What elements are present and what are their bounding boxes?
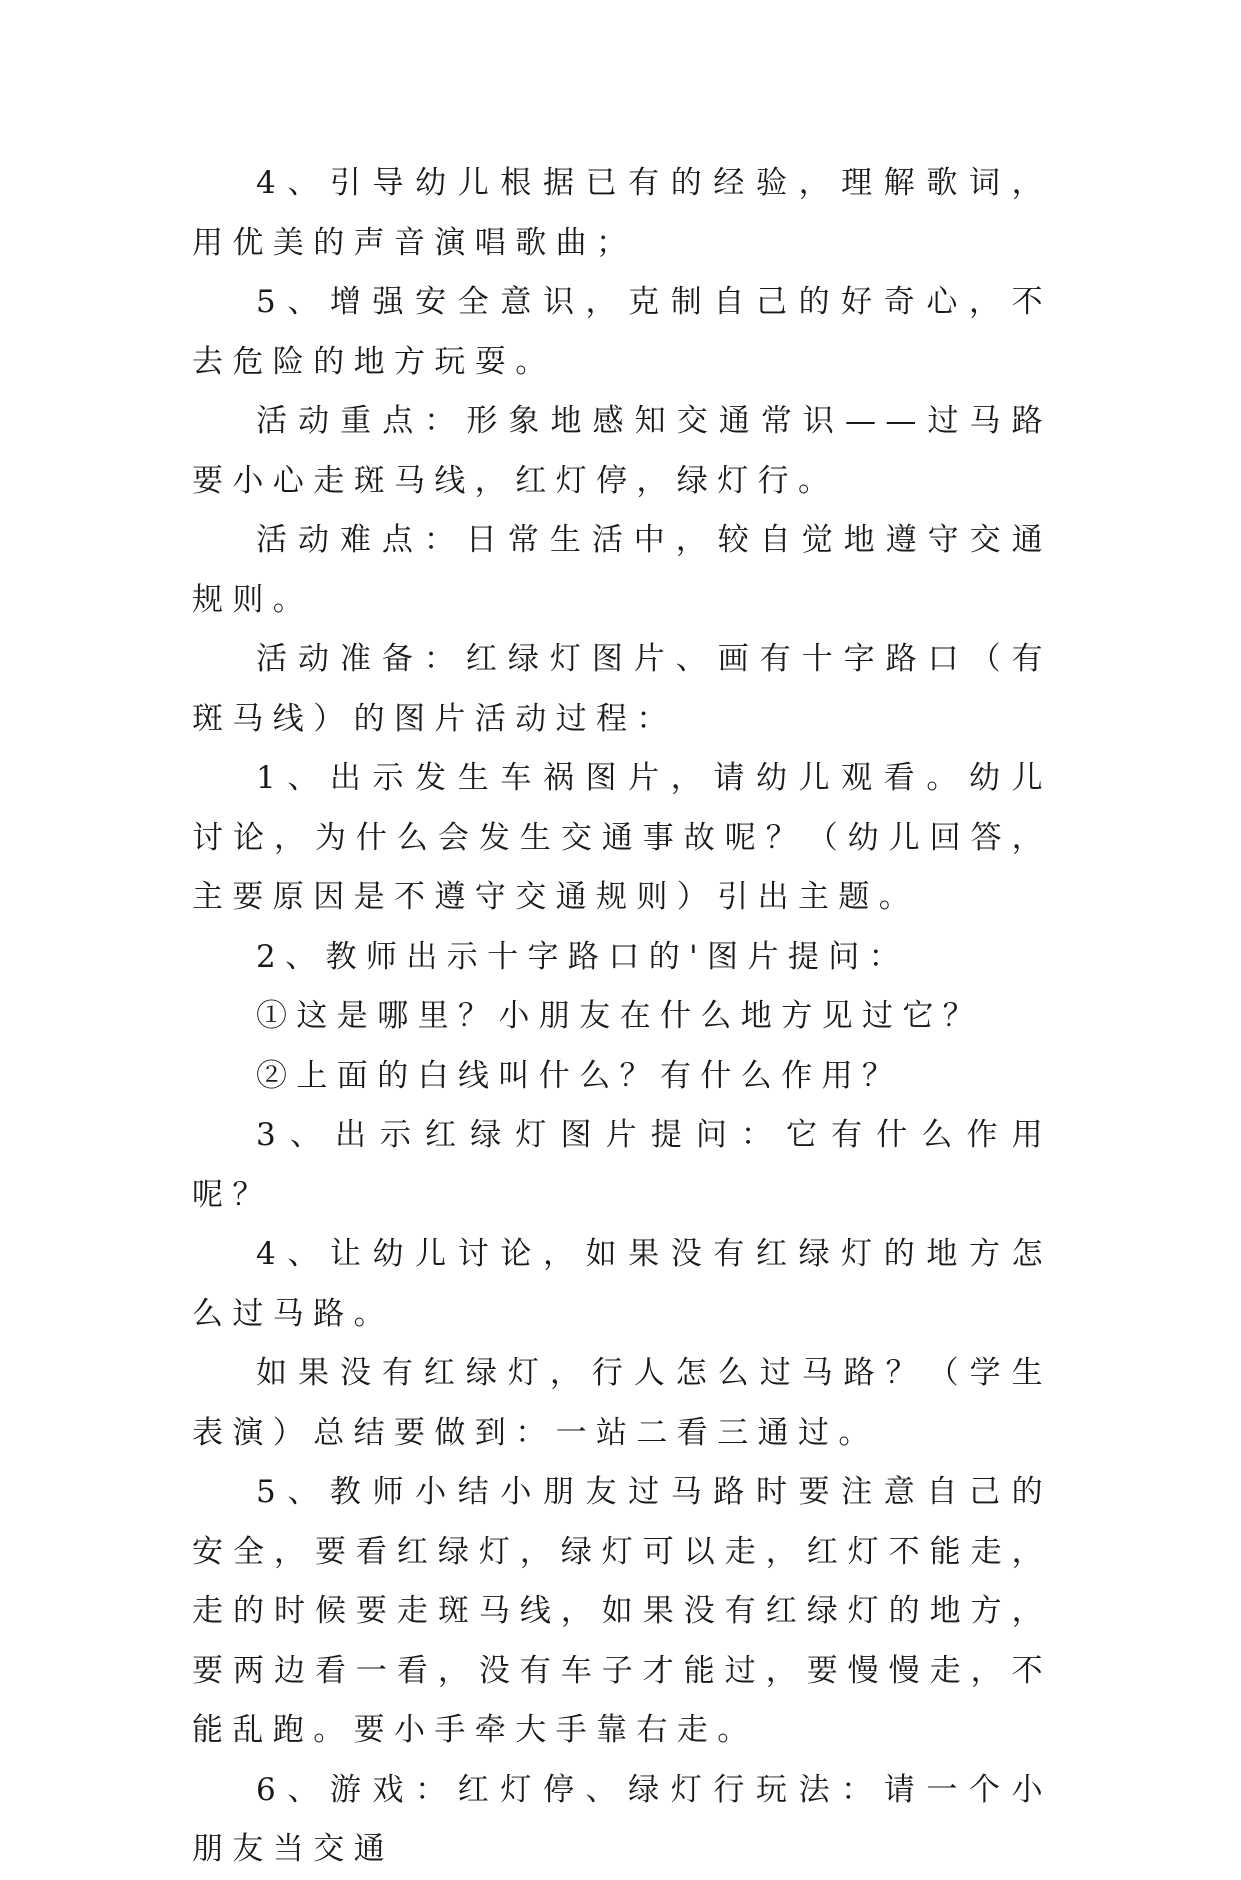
paragraph-step-6: 6、游戏：红灯停、绿灯行玩法：请一个小朋友当交通 [192,1771,1052,1867]
paragraph-step-1: 1、出示发生车祸图片，请幼儿观看。幼儿讨论，为什么会发生交通事故呢？（幼儿回答，主要原因是不遵守交通规则）引出主题。 [192,760,1052,915]
document-body [192,154,1052,1880]
paragraph-question-1: ①这是哪里？小朋友在什么地方见过它？ [256,998,984,1034]
paragraph-objective-5: 5、增强安全意识，克制自己的好奇心，不去危险的地方玩耍。 [192,284,1052,380]
paragraph-question-2: ②上面的白线叫什么？有什么作用？ [256,1057,903,1094]
paragraph-objective-4: 4、引导幼儿根据已有的经验，理解歌词，用优美的声音演唱歌曲； [192,165,1052,261]
paragraph-difficulties: 活动难点：日常生活中，较自觉地遵守交通规则。 [192,522,1052,618]
paragraph-preparation: 活动准备：红绿灯图片、画有十字路口（有斑马线）的图片活动过程： [192,641,1052,737]
paragraph-step-4: 4、让幼儿讨论，如果没有红绿灯的地方怎么过马路。 [192,1236,1052,1332]
paragraph-no-lights: 如果没有红绿灯，行人怎么过马路？（学生表演）总结要做到：一站二看三通过。 [192,1355,1052,1451]
paragraph-key-points: 活动重点：形象地感知交通常识——过马路要小心走斑马线，红灯停，绿灯行。 [192,403,1052,499]
paragraph-step-3: 3、出示红绿灯图片提问：它有什么作用呢？ [192,1117,1052,1213]
paragraph-step-2: 2、教师出示十字路口的'图片提问： [256,938,910,975]
paragraph-step-5: 5、教师小结小朋友过马路时要注意自己的安全，要看红绿灯，绿灯可以走，红灯不能走，走的时候要走斑马线，如果没有红绿灯的地方，要两边看一看，没有车子才能过，要慢慢走，不能乱跑。要小手牵大手靠右走。 [192,1474,1052,1748]
